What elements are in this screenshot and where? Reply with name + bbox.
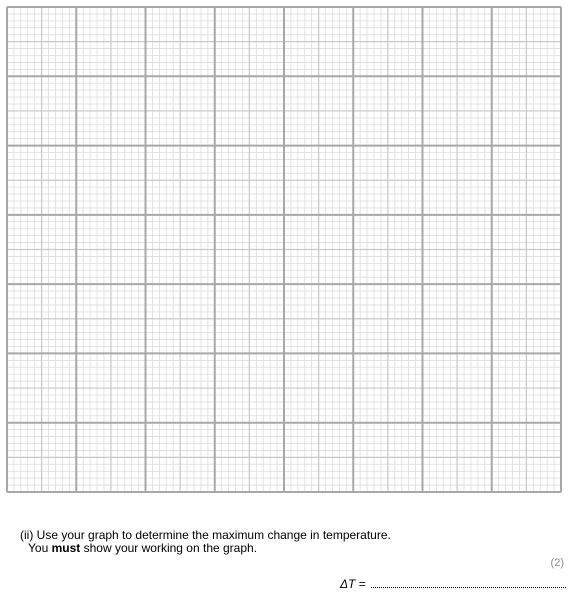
question-working-instruction <box>20 542 391 555</box>
question-text-line2-suffix: show your working on the graph. <box>80 541 258 555</box>
question-text-line2-bold: must <box>51 541 81 555</box>
answer-equals: = <box>355 577 366 591</box>
question-part-label: (ii) <box>20 528 34 542</box>
marks-label: (2) <box>550 557 564 569</box>
question-text-line2-prefix: You <box>28 541 52 555</box>
answer-dotted-line[interactable] <box>371 577 566 588</box>
answer-symbol: ΔT <box>340 577 356 591</box>
graph-paper-grid <box>6 6 562 493</box>
question-ii <box>20 529 391 555</box>
answer-line[interactable] <box>340 577 566 591</box>
question-text-line1: Use your graph to determine the maximum change in temperature. <box>36 528 391 542</box>
